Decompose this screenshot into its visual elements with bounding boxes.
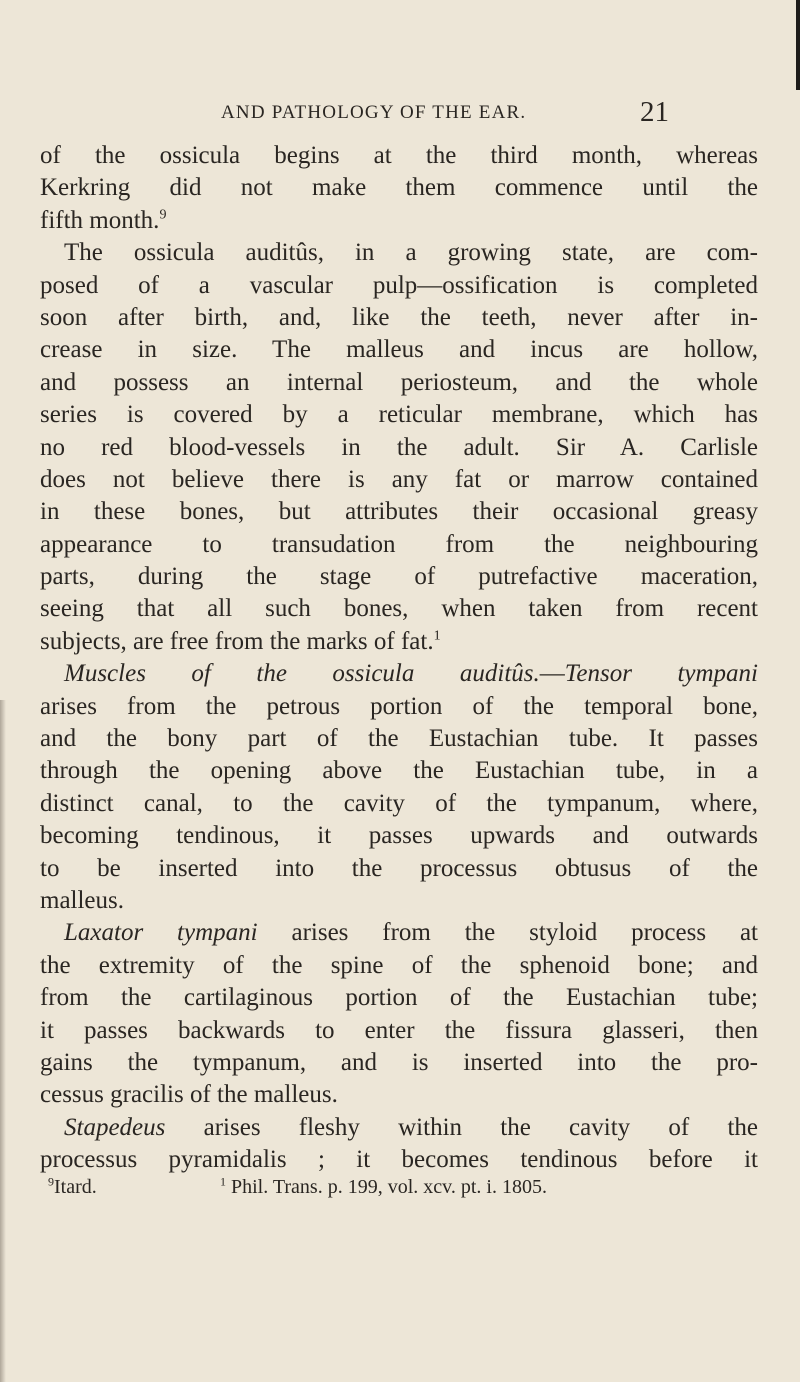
text-line: it passes backwards to enter the fissura glasseri, then: [40, 1016, 758, 1044]
text-line: [40, 626, 758, 658]
footnote-text: Phil. Trans. p. 199, vol. xcv. pt. i. 1805.: [226, 1176, 547, 1198]
text-line: gains the tympanum, and is inserted into the pro-: [40, 1048, 758, 1076]
footnote-9: [48, 1176, 97, 1199]
text-line: becoming tendinous, it passes upwards and outwards: [40, 822, 758, 850]
line-text: arises fleshy within the cavity of the: [165, 1113, 758, 1141]
text-line: soon after birth, and, like the teeth, never after in-: [40, 303, 758, 331]
text-line: and the bony part of the Eustachian tube. It passes: [40, 725, 758, 753]
text-line: does not believe there is any fat or marrow contained: [40, 465, 758, 493]
text-line: through the opening above the Eustachian tube, in a: [40, 757, 758, 785]
footnote-ref-9: 9: [159, 207, 167, 223]
body-text: [40, 140, 758, 1177]
running-head: AND PATHOLOGY OF THE EAR.: [221, 102, 527, 123]
text-line: from the cartilaginous portion of the Eustachian tube;: [40, 984, 758, 1012]
text-line: no red blood-vessels in the adult. Sir A. Carlisle: [40, 433, 758, 461]
line-text: fifth month.: [40, 206, 160, 234]
text-line: the extremity of the spine of the sphenoid bone; and: [40, 951, 758, 979]
section-heading: Muscles of the ossicula auditûs.: [64, 660, 540, 688]
footnote-ref-1: 1: [433, 628, 441, 644]
paragraph-start-line: The ossicula auditûs, in a growing state, are com-: [64, 239, 758, 267]
text-line: processus pyramidalis ; it becomes tendinous before it: [40, 1146, 758, 1174]
footnotes: [48, 1176, 768, 1206]
text-line: and possess an internal periosteum, and the whole: [40, 368, 758, 396]
text-line: cessus gracilis of the malleus.: [40, 1081, 338, 1109]
text-line: appearance to transudation from the neighbouring: [40, 530, 758, 558]
muscle-name: Laxator tympani: [64, 919, 258, 947]
page-number: 21: [640, 96, 669, 128]
page-header: [0, 96, 800, 136]
line-text: subjects, are free from the marks of fat.: [40, 627, 434, 655]
muscle-name: Tensor tympani: [564, 660, 758, 688]
text-line: arises from the petrous portion of the temporal bone,: [40, 692, 758, 720]
text-line: parts, during the stage of putrefactive maceration,: [40, 563, 758, 591]
footnote-mark: 9: [48, 1174, 54, 1189]
text-line: series is covered by a reticular membrane, which has: [40, 401, 758, 429]
text-line: [40, 205, 758, 237]
footnote-text: Itard.: [54, 1176, 97, 1198]
text-line: Kerkring did not make them commence until the: [40, 174, 758, 202]
paragraph-start-line: [40, 917, 758, 949]
text-line: distinct canal, to the cavity of the tympanum, where,: [40, 789, 758, 817]
em-dash: —: [539, 660, 565, 688]
footnote-1: [220, 1176, 547, 1199]
section-heading-line: [40, 658, 758, 690]
text-line: of the ossicula begins at the third month, whereas: [40, 142, 758, 169]
muscle-name: Stapedeus: [64, 1113, 166, 1141]
text-line: posed of a vascular pulp—ossification is completed: [40, 271, 758, 299]
text-line: in these bones, but attributes their occasional greasy: [40, 498, 758, 526]
text-line: malleus.: [40, 886, 125, 914]
page-edge-shadow: [796, 0, 800, 90]
text-line: to be inserted into the processus obtusus of the: [40, 854, 758, 882]
paragraph-start-line: [40, 1112, 758, 1144]
footnote-mark: 1: [220, 1174, 226, 1189]
text-line: crease in size. The malleus and incus are hollow,: [40, 336, 758, 364]
line-text: arises from the styloid process at: [257, 919, 758, 947]
binding-shadow: [0, 700, 6, 1382]
text-line: seeing that all such bones, when taken from recent: [40, 595, 758, 623]
